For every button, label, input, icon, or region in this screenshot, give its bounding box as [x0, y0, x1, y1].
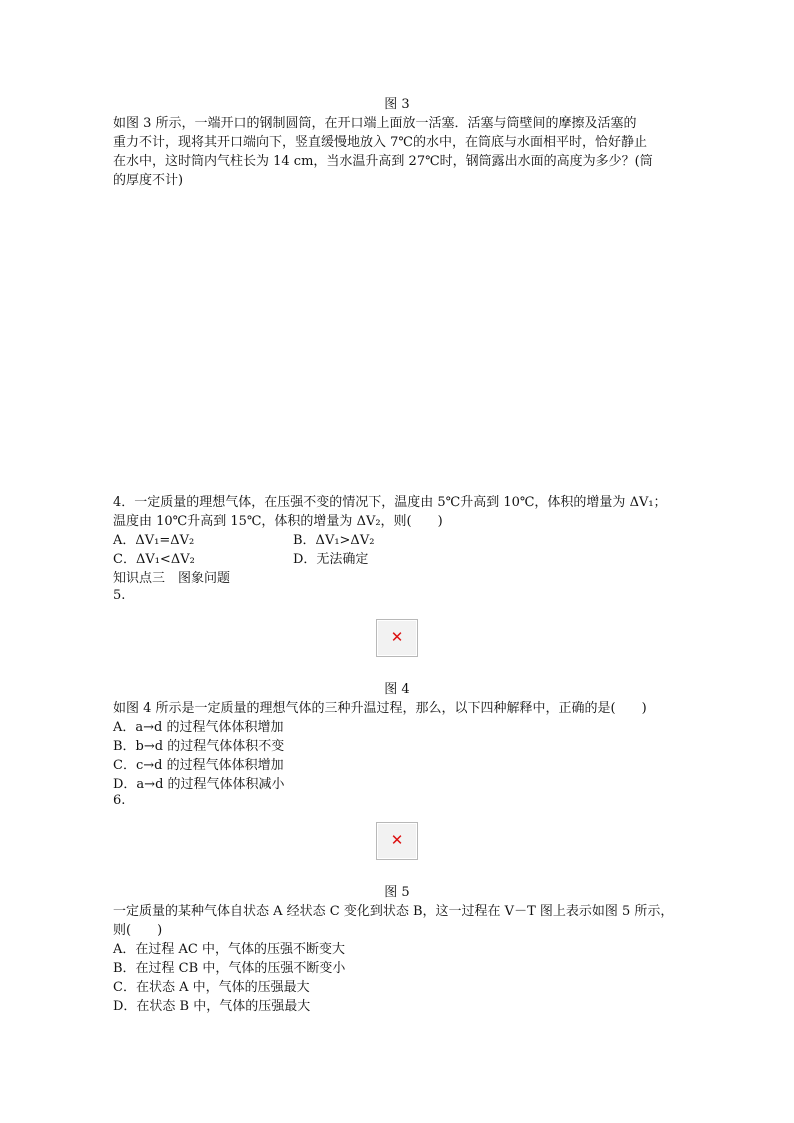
q5-option-b: B．b→d 的过程气体体积不变: [113, 739, 285, 754]
broken-image-icon: ✕: [390, 831, 404, 849]
q3-line-1: 如图 3 所示，一端开口的钢制圆筒，在开口端上面放一活塞．活塞与筒壁间的摩擦及活塞的: [113, 116, 637, 131]
figure-5-caption: 图 5: [384, 885, 410, 900]
figure-4-image: [376, 619, 418, 657]
q6-option-a: A．在过程 AC 中，气体的压强不断变大: [113, 942, 345, 957]
q4-option-c: C．ΔV₁<ΔV₂: [113, 552, 195, 567]
q6-option-c: C．在状态 A 中，气体的压强最大: [113, 980, 310, 995]
q6-number: 6.: [113, 793, 126, 808]
q6-option-b: B．在过程 CB 中，气体的压强不断变小: [113, 961, 346, 976]
section-3-heading: 知识点三 图象问题: [113, 571, 231, 586]
q3-line-3: 在水中，这时筒内气柱长为 14 cm，当水温升高到 27℃时，钢筒露出水面的高度为多少？(筒: [113, 154, 653, 169]
q5-option-c: C．c→d 的过程气体体积增加: [113, 758, 284, 773]
q5-number: 5.: [113, 588, 126, 603]
q5-option-d: D．a→d 的过程气体体积减小: [113, 777, 285, 792]
q4-line-2: 温度由 10℃升高到 15℃，体积的增量为 ΔV₂，则( ): [113, 514, 443, 529]
q3-line-4: 的厚度不计): [113, 173, 184, 188]
q4-option-b: B．ΔV₁>ΔV₂: [293, 533, 375, 548]
figure-3-caption: 图 3: [384, 97, 410, 112]
q5-stem: 如图 4 所示是一定质量的理想气体的三种升温过程，那么，以下四种解释中，正确的是( ): [113, 701, 647, 716]
figure-5-image: [376, 822, 418, 860]
q4-option-d: D．无法确定: [293, 552, 369, 567]
q5-option-a: A．a→d 的过程气体体积增加: [113, 720, 284, 735]
q6-stem-line-1: 一定质量的某种气体自状态 A 经状态 C 变化到状态 B，这一过程在 V－T 图上表示如图 5 所示，: [113, 904, 674, 919]
q6-option-d: D．在状态 B 中，气体的压强最大: [113, 999, 311, 1014]
broken-image-icon: ✕: [390, 628, 404, 646]
q4-option-a: A．ΔV₁=ΔV₂: [113, 533, 195, 548]
q4-line-1: 4．一定质量的理想气体，在压强不变的情况下，温度由 5℃升高到 10℃，体积的增量为 ΔV₁；: [113, 495, 667, 510]
q3-line-2: 重力不计，现将其开口端向下，竖直缓慢地放入 7℃的水中，在筒底与水面相平时，恰好静止: [113, 135, 647, 150]
q6-stem-line-2: 则( ): [113, 923, 163, 938]
figure-4-caption: 图 4: [384, 682, 410, 697]
